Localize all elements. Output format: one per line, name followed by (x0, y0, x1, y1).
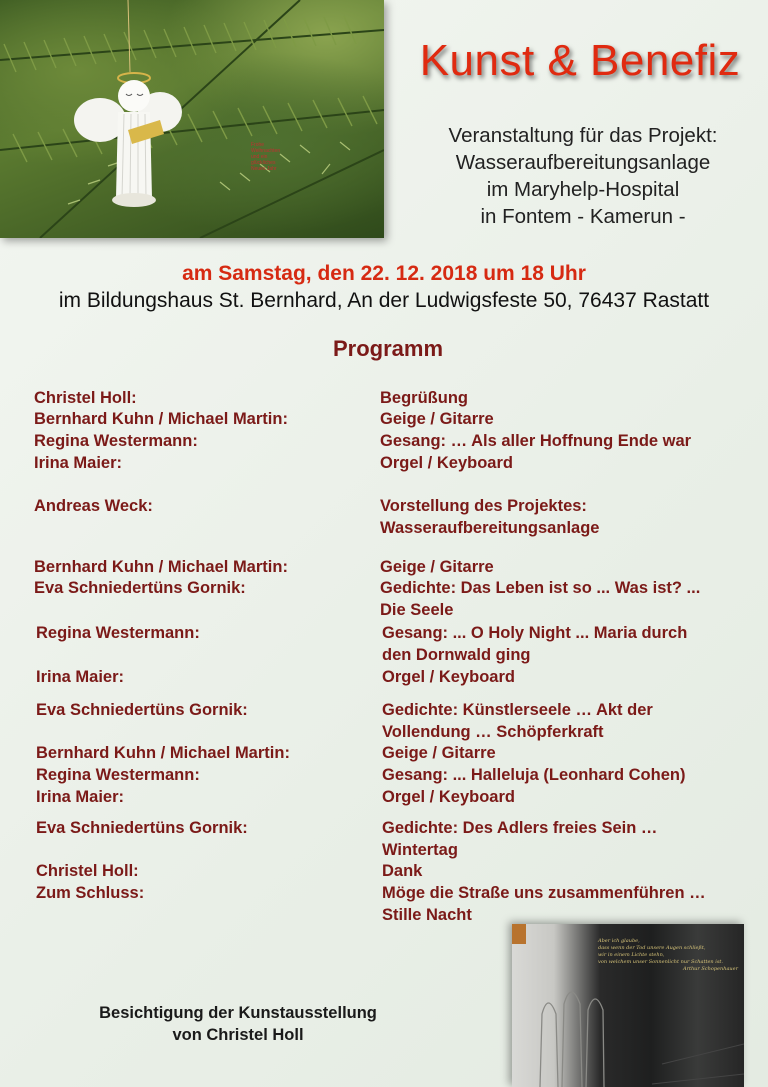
performance-line: Begrüßung (380, 389, 468, 407)
quote-line: dass wenn der Tod unsere Augen schließt, (598, 945, 706, 951)
performance-line: Orgel / Keyboard (380, 454, 513, 472)
performance-line: Vollendung … Schöpferkraft (382, 722, 604, 741)
performance-line: Dank (382, 862, 423, 880)
performer-name: Irina Maier: (36, 668, 125, 686)
performance-description (382, 743, 496, 765)
performance-line: Gedichte: Das Leben ist so ... Was ist? ... (380, 579, 701, 597)
performance-line: den Dornwald ging (382, 645, 531, 664)
card-line: und ein (251, 154, 268, 160)
performer-name: Christel Holl: (36, 862, 139, 880)
performance-description (382, 623, 687, 666)
performance-line: Möge die Straße uns zusammenführen … (382, 884, 706, 902)
exhibition-note (60, 1002, 416, 1046)
performer-name: Bernhard Kuhn / Michael Martin: (34, 410, 288, 428)
card-line: Neues Jahr (251, 166, 277, 172)
program-heading: Programm (332, 336, 444, 361)
performance-line: Gesang: … Als aller Hoffnung Ende war (380, 432, 692, 450)
quote-line: Arthur Schopenhauer (682, 966, 738, 972)
performance-line: Gedichte: Künstlerseele … Akt der (382, 701, 653, 719)
performer-name: Eva Schniedertüns Gornik: (34, 579, 246, 597)
performance-line: Stille Nacht (382, 905, 472, 924)
performer-name: Bernhard Kuhn / Michael Martin: (34, 558, 288, 576)
exhibit-line: Besichtigung der Kunstausstellung (99, 1004, 377, 1022)
angel-photo (0, 0, 384, 238)
performance-line: Wasseraufbereitungsanlage (380, 518, 600, 537)
quote-line: von welchem unser Sonnenlicht nur Schatten ist. (598, 959, 724, 965)
performance-line: Gesang: ... O Holy Night ... Maria durch (382, 624, 688, 642)
performer-name: Eva Schniedertüns Gornik: (36, 819, 248, 837)
performance-description (382, 765, 685, 787)
performance-description (382, 818, 657, 861)
performance-line: Die Seele (380, 600, 454, 619)
event-date: am Samstag, den 22. 12. 2018 um 18 Uhr (182, 262, 586, 285)
event-venue: im Bildungshaus St. Bernhard, An der Ludwigsfeste 50, 76437 Rastatt (58, 289, 710, 312)
artwork-photo (512, 924, 744, 1087)
exhibit-line: von Christel Holl (172, 1026, 304, 1044)
performance-line: Gedichte: Des Adlers freies Sein … (382, 819, 658, 837)
card-line: Frohe (251, 142, 265, 148)
performer-name: Bernhard Kuhn / Michael Martin: (36, 744, 290, 762)
performance-description (380, 453, 513, 475)
performance-line: Orgel / Keyboard (382, 668, 515, 686)
project-description (410, 122, 756, 230)
performance-description (382, 787, 515, 809)
performance-description (382, 861, 422, 883)
performance-description (380, 557, 494, 579)
subtitle-line: Wasseraufbereitungsanlage (455, 151, 711, 174)
card-line: glückliches (251, 160, 276, 166)
artwork-quote (598, 938, 738, 973)
performance-description (382, 667, 515, 689)
subtitle-line: in Fontem - Kamerun - (480, 205, 686, 228)
greeting-card-text (251, 142, 280, 172)
subtitle-line: Veranstaltung für das Projekt: (448, 124, 718, 147)
performance-description (382, 700, 653, 743)
performer-name: Christel Holl: (34, 389, 137, 407)
performance-line: Geige / Gitarre (380, 558, 494, 576)
fir-branch-illustration (0, 0, 384, 238)
performer-name: Zum Schluss: (36, 884, 145, 902)
performer-name: Regina Westermann: (36, 624, 200, 642)
performance-description (380, 388, 468, 410)
performance-line: Gesang: ... Halleluja (Leonhard Cohen) (382, 766, 686, 784)
performer-name: Regina Westermann: (36, 766, 200, 784)
card-line: Weihnachten (251, 148, 281, 154)
performer-name: Irina Maier: (36, 788, 125, 806)
performance-description (380, 496, 599, 539)
performance-description (380, 578, 700, 621)
event-title: Kunst & Benefiz (419, 36, 741, 85)
performance-line: Vorstellung des Projektes: (380, 497, 587, 515)
quote-line: Aber ich glaube, (598, 938, 640, 944)
subtitle-line: im Maryhelp-Hospital (486, 178, 680, 201)
quote-line: wir in einem Lichte stehn, (598, 952, 665, 958)
performer-name: Eva Schniedertüns Gornik: (36, 701, 248, 719)
performance-line: Geige / Gitarre (382, 744, 496, 762)
performer-name: Andreas Weck: (34, 497, 153, 515)
performer-name: Irina Maier: (34, 454, 123, 472)
performer-name: Regina Westermann: (34, 432, 198, 450)
performance-line: Wintertag (382, 840, 458, 859)
performance-line: Geige / Gitarre (380, 410, 494, 428)
performance-description (380, 409, 494, 431)
performance-line: Orgel / Keyboard (382, 788, 515, 806)
performance-description (382, 883, 706, 926)
performance-description (380, 431, 691, 453)
